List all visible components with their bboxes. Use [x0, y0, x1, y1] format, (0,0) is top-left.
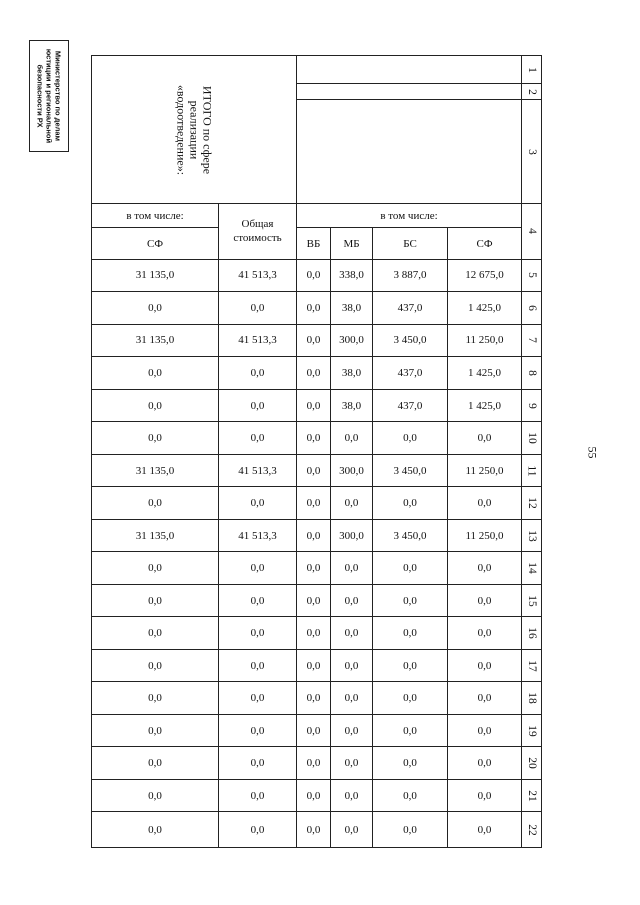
cell-sf-left: 0,0 [92, 357, 219, 390]
cell-total: 0,0 [219, 779, 297, 812]
cell-bs: 0,0 [373, 649, 448, 682]
row-number: 11 [522, 454, 542, 487]
cell-sf-left: 0,0 [92, 552, 219, 585]
cell-sf-left: 0,0 [92, 779, 219, 812]
cell-bs: 0,0 [373, 584, 448, 617]
row-number: 2 [522, 84, 542, 100]
row-number: 22 [522, 812, 542, 848]
cell-sf-left: 0,0 [92, 812, 219, 848]
cell-sf: 1 425,0 [448, 292, 522, 325]
page-number: 55 [585, 446, 600, 459]
row-number: 14 [522, 552, 542, 585]
cell-total: 0,0 [219, 552, 297, 585]
table-row [92, 454, 542, 487]
cell-bs: 0,0 [373, 682, 448, 715]
cell-sf: 11 250,0 [448, 519, 522, 552]
cell-vb: 0,0 [297, 714, 331, 747]
cell-vb: 0,0 [297, 292, 331, 325]
cell-sf: 1 425,0 [448, 357, 522, 390]
header-blank-1 [297, 56, 522, 84]
cell-mb: 0,0 [331, 779, 373, 812]
row-number: 19 [522, 714, 542, 747]
cell-mb: 0,0 [331, 617, 373, 650]
table-row [92, 324, 542, 357]
row-number: 16 [522, 617, 542, 650]
cell-sf: 0,0 [448, 682, 522, 715]
row-number: 8 [522, 357, 542, 390]
cell-bs: 0,0 [373, 714, 448, 747]
table-row [92, 259, 542, 292]
cell-sf: 0,0 [448, 552, 522, 585]
cell-sf: 0,0 [448, 584, 522, 617]
cell-vb: 0,0 [297, 487, 331, 520]
cell-sf: 0,0 [448, 422, 522, 455]
cell-mb: 0,0 [331, 812, 373, 848]
cell-total: 0,0 [219, 812, 297, 848]
cell-vb: 0,0 [297, 584, 331, 617]
cell-total: 0,0 [219, 714, 297, 747]
cell-total: 0,0 [219, 292, 297, 325]
ministry-stamp [29, 40, 69, 152]
cell-sf: 0,0 [448, 779, 522, 812]
row-number: 4 [522, 204, 542, 259]
header-vb: ВБ [297, 228, 331, 259]
row-number: 15 [522, 584, 542, 617]
cell-vb: 0,0 [297, 552, 331, 585]
cell-sf: 0,0 [448, 617, 522, 650]
cell-sf: 11 250,0 [448, 324, 522, 357]
cell-vb: 0,0 [297, 324, 331, 357]
cell-vb: 0,0 [297, 682, 331, 715]
cell-mb: 0,0 [331, 747, 373, 780]
cell-vb: 0,0 [297, 389, 331, 422]
header-total-cost: Общая стоимость [219, 204, 297, 259]
cell-sf: 0,0 [448, 714, 522, 747]
cell-sf: 11 250,0 [448, 454, 522, 487]
cell-sf: 12 675,0 [448, 259, 522, 292]
cell-total: 0,0 [219, 617, 297, 650]
cell-sf: 0,0 [448, 747, 522, 780]
cell-sf: 0,0 [448, 487, 522, 520]
cell-bs: 3 450,0 [373, 519, 448, 552]
stamp-line: юстиции и региональной [44, 48, 54, 144]
cell-bs: 3 887,0 [373, 259, 448, 292]
cell-mb: 0,0 [331, 682, 373, 715]
cell-sf-left: 0,0 [92, 682, 219, 715]
row-number: 6 [522, 292, 542, 325]
cell-vb: 0,0 [297, 617, 331, 650]
cell-sf-left: 31 135,0 [92, 259, 219, 292]
cell-bs: 0,0 [373, 617, 448, 650]
cell-vb: 0,0 [297, 357, 331, 390]
row-number: 21 [522, 779, 542, 812]
table-row [92, 552, 542, 585]
table-row [92, 519, 542, 552]
cell-total: 41 513,3 [219, 519, 297, 552]
table-row [92, 584, 542, 617]
cell-mb: 38,0 [331, 357, 373, 390]
table-row [92, 747, 542, 780]
cell-bs: 0,0 [373, 552, 448, 585]
cell-sf-left: 0,0 [92, 649, 219, 682]
row-number: 9 [522, 389, 542, 422]
cell-vb: 0,0 [297, 747, 331, 780]
cell-total: 0,0 [219, 682, 297, 715]
table-row [92, 487, 542, 520]
cell-mb: 0,0 [331, 714, 373, 747]
budget-table [91, 55, 542, 848]
cell-sf-left: 0,0 [92, 584, 219, 617]
cell-sf-left: 0,0 [92, 292, 219, 325]
cell-mb: 0,0 [331, 649, 373, 682]
stamp-line: Министерство по делам [53, 50, 63, 142]
cell-vb: 0,0 [297, 422, 331, 455]
cell-sf-left: 0,0 [92, 389, 219, 422]
cell-mb: 300,0 [331, 519, 373, 552]
row-number: 12 [522, 487, 542, 520]
cell-total: 0,0 [219, 487, 297, 520]
row-number: 20 [522, 747, 542, 780]
cell-total: 41 513,3 [219, 259, 297, 292]
cell-mb: 300,0 [331, 454, 373, 487]
cell-total: 0,0 [219, 357, 297, 390]
cell-total: 0,0 [219, 422, 297, 455]
cell-bs: 437,0 [373, 357, 448, 390]
cell-mb: 0,0 [331, 584, 373, 617]
row-number: 18 [522, 682, 542, 715]
cell-mb: 0,0 [331, 552, 373, 585]
row-number: 5 [522, 259, 542, 292]
cell-bs: 0,0 [373, 779, 448, 812]
cell-sf-left: 31 135,0 [92, 519, 219, 552]
cell-bs: 3 450,0 [373, 324, 448, 357]
cell-vb: 0,0 [297, 649, 331, 682]
table-row [92, 649, 542, 682]
row-number: 13 [522, 519, 542, 552]
table-row [92, 617, 542, 650]
cell-bs: 437,0 [373, 292, 448, 325]
cell-sf: 0,0 [448, 649, 522, 682]
cell-sf-left: 0,0 [92, 747, 219, 780]
header-sf: СФ [448, 228, 522, 259]
table-row [92, 779, 542, 812]
cell-vb: 0,0 [297, 259, 331, 292]
cell-sf-left: 0,0 [92, 487, 219, 520]
cell-total: 0,0 [219, 584, 297, 617]
table-row [92, 714, 542, 747]
cell-bs: 0,0 [373, 812, 448, 848]
cell-sf-left: 0,0 [92, 714, 219, 747]
cell-sf-left: 31 135,0 [92, 454, 219, 487]
header-in-total-right: в том числе: [297, 204, 522, 228]
cell-mb: 0,0 [331, 487, 373, 520]
row-number: 3 [522, 100, 542, 204]
row-number: 7 [522, 324, 542, 357]
cell-mb: 338,0 [331, 259, 373, 292]
row-number: 1 [522, 56, 542, 84]
title-cell [92, 56, 297, 204]
cell-total: 0,0 [219, 649, 297, 682]
table-row [92, 682, 542, 715]
header-bs: БС [373, 228, 448, 259]
cell-sf-left: 0,0 [92, 422, 219, 455]
header-blank-3 [297, 100, 522, 204]
cell-vb: 0,0 [297, 779, 331, 812]
cell-mb: 0,0 [331, 422, 373, 455]
header-sf-left: СФ [92, 228, 219, 259]
cell-sf-left: 31 135,0 [92, 324, 219, 357]
table-row [92, 812, 542, 848]
row-number: 10 [522, 422, 542, 455]
cell-vb: 0,0 [297, 812, 331, 848]
cell-total: 0,0 [219, 389, 297, 422]
cell-bs: 0,0 [373, 487, 448, 520]
cell-total: 0,0 [219, 747, 297, 780]
cell-sf: 1 425,0 [448, 389, 522, 422]
cell-vb: 0,0 [297, 454, 331, 487]
header-in-total-left: в том числе: [92, 204, 219, 228]
cell-bs: 0,0 [373, 422, 448, 455]
cell-sf: 0,0 [448, 812, 522, 848]
table-row [92, 292, 542, 325]
header-blank-2 [297, 84, 522, 100]
cell-total: 41 513,3 [219, 454, 297, 487]
cell-sf-left: 0,0 [92, 617, 219, 650]
cell-bs: 437,0 [373, 389, 448, 422]
cell-mb: 38,0 [331, 292, 373, 325]
stamp-line: безопасности РХ [35, 64, 45, 128]
stamp-text [36, 42, 63, 150]
table-row [92, 422, 542, 455]
cell-mb: 300,0 [331, 324, 373, 357]
cell-total: 41 513,3 [219, 324, 297, 357]
cell-mb: 38,0 [331, 389, 373, 422]
table-row [92, 357, 542, 390]
cell-bs: 3 450,0 [373, 454, 448, 487]
cell-vb: 0,0 [297, 519, 331, 552]
cell-bs: 0,0 [373, 747, 448, 780]
table-row [92, 389, 542, 422]
header-mb: МБ [331, 228, 373, 259]
row-number: 17 [522, 649, 542, 682]
table-title: ИТОГО по сфере реализации «водоотведение»: [174, 84, 215, 175]
